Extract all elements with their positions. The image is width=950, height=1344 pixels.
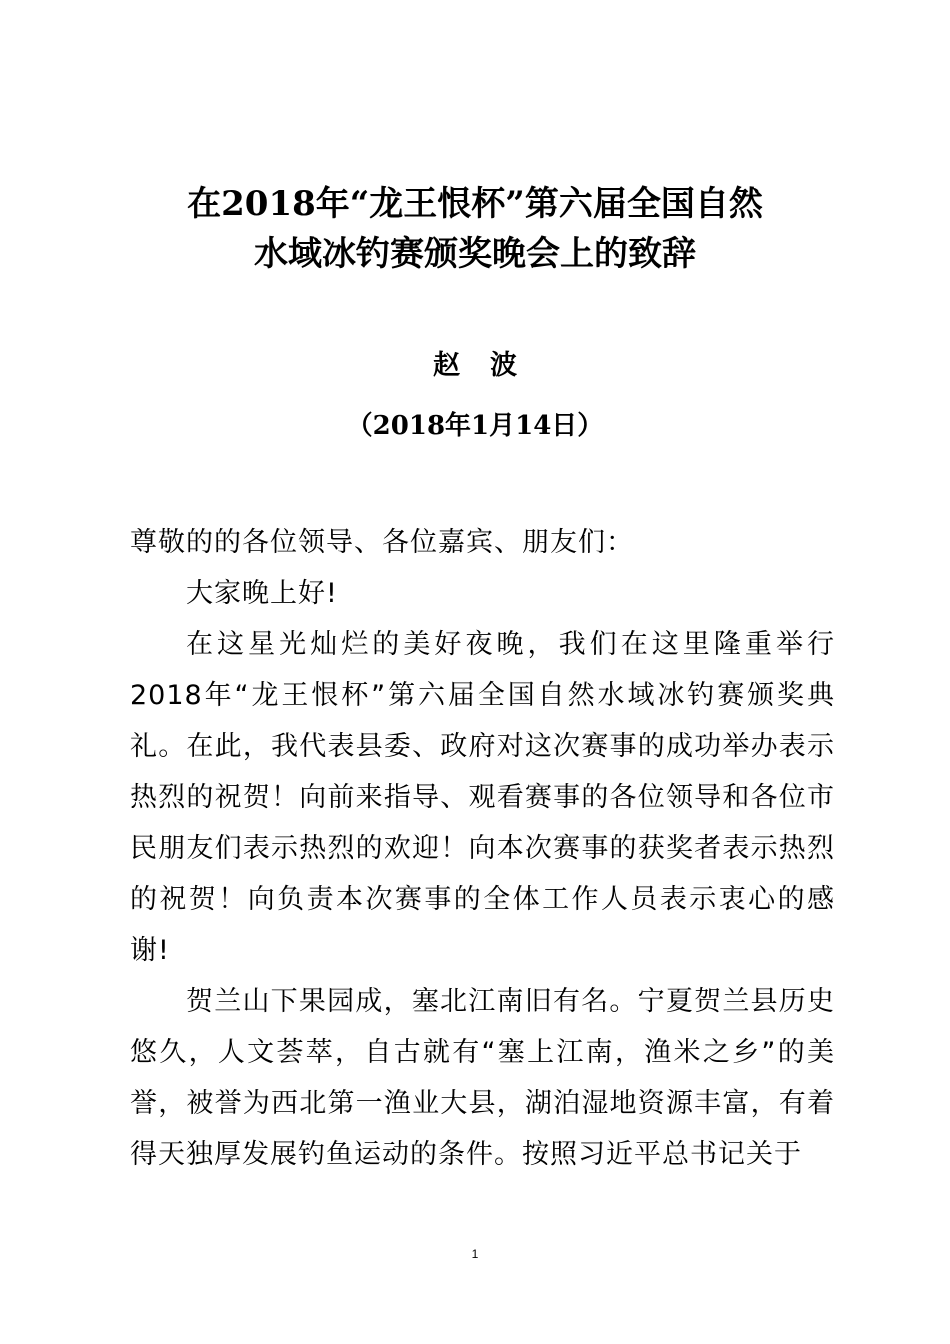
author-name: 赵波 [433,350,547,381]
speech-date: （2018年1月14日） [346,411,604,441]
document-title-line-2: 水域冰钓赛颁奖晚会上的致辞 [254,234,696,274]
greeting: 大家晚上好! [186,578,338,609]
paragraph-2: 贺兰山下果园成，塞北江南旧有名。宁夏贺兰县历史悠久，人文荟萃，自古就有“塞上江南，渔米之乡”的美誉，被誉为西北第一渔业大县，湖泊湿地资源丰富，有着得天独厚发展钓鱼运动的条件。按照习近平总书记关于 [130,986,835,1170]
salutation: 尊敬的的各位领导、各位嘉宾、朋友们： [130,527,634,558]
paragraph-1: 在这星光灿烂的美好夜晚，我们在这里隆重举行2018年“龙王恨杯”第六届全国自然水域冰钓赛颁奖典礼。在此，我代表县委、政府对这次赛事的成功举办表示热烈的祝贺！向前来指导、观看赛事的各位领导和各位市民朋友们表示热烈的欢迎！向本次赛事的获奖者表示热烈的祝贺！向负责本次赛事的全体工作人员表示衷心的感谢! [130,629,835,966]
document-title-line-1: 在2018年“龙王恨杯”第六届全国自然 [187,184,763,224]
page-number: 1 [471,1247,479,1261]
